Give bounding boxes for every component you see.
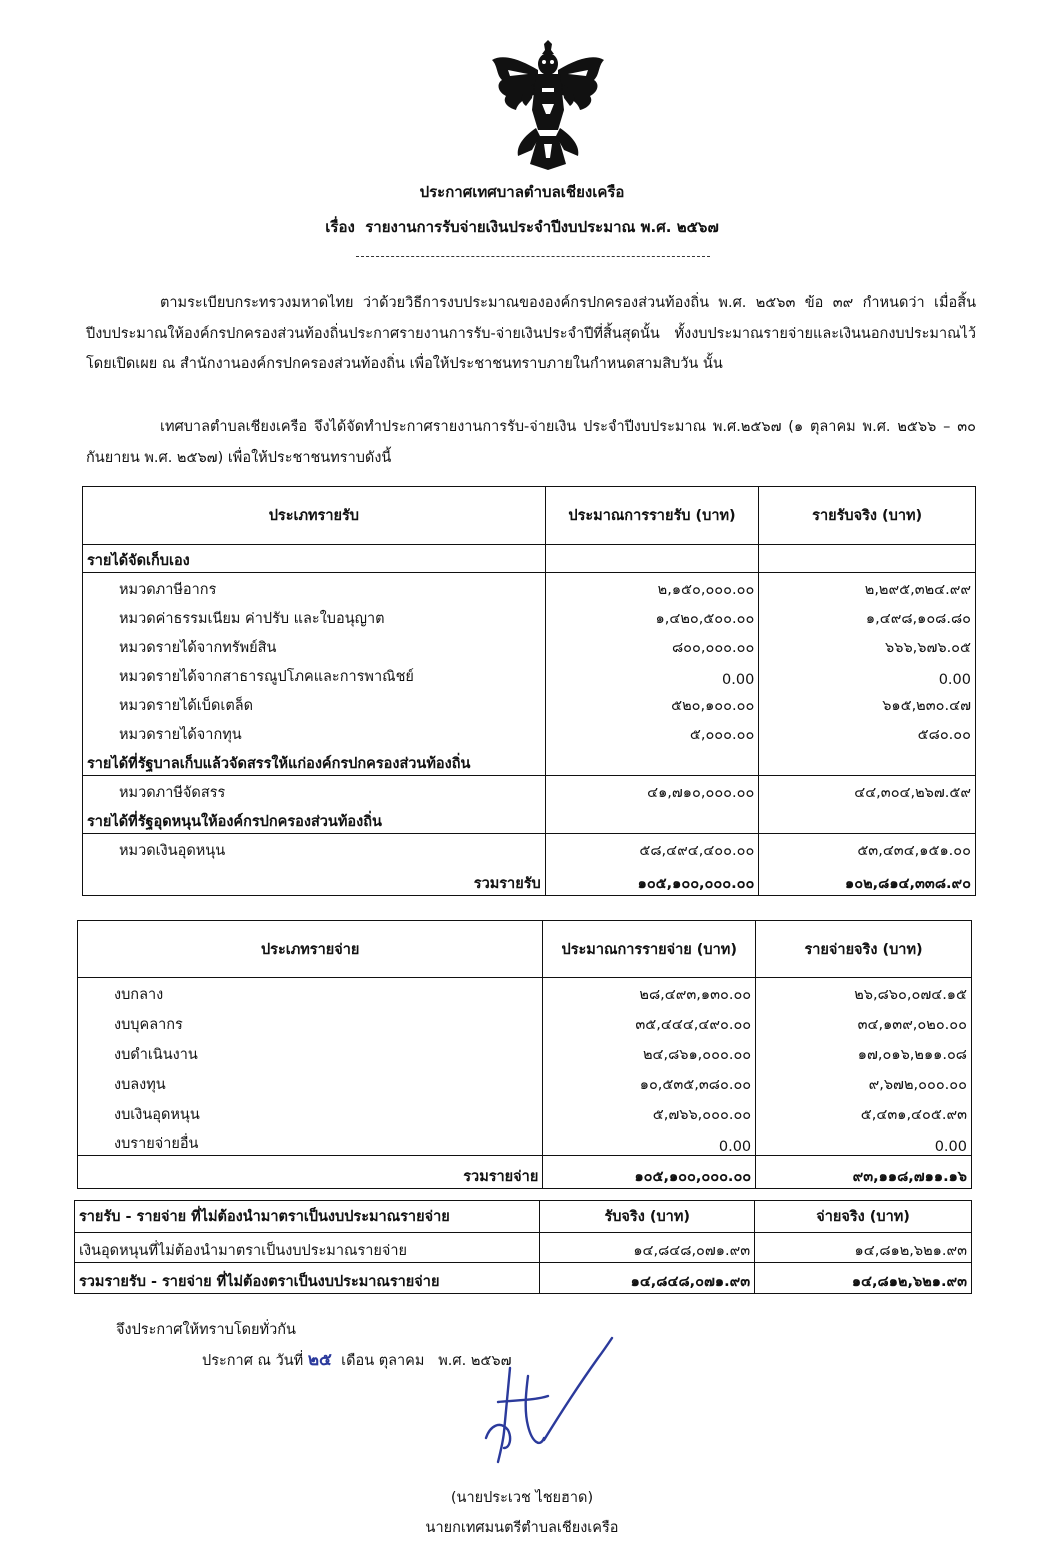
table-row: [78, 1127, 972, 1156]
row-label: หมวดค่าธรรมเนียม ค่าปรับ และใบอนุญาต: [83, 602, 546, 631]
table-row: [83, 602, 976, 631]
non-budget-header-type: รายรับ - รายจ่าย ที่ไม่ต้องนำมาตราเป็นงบประมาณรายจ่าย: [75, 1201, 540, 1233]
row-actual: ๒,๒๙๕,๓๒๔.๙๙: [759, 573, 976, 602]
non-budget-header-paid: จ่ายจริง (บาท): [755, 1201, 972, 1233]
paragraph-1-text: ตามระเบียบกระทรวงมหาดไทย ว่าด้วยวิธีการงบประมาณขององค์กรปกครองส่วนท้องถิ่น พ.ศ. ๒๕๖๓ ข้อ ๓๙ กำหนดว่า เมื่อสิ้นปีงบประมาณให้องค์กรปกครองส่วนท้องถิ่นประกาศรายงานการรับ-จ่ายเงินประจำปีที่สิ้นสุดนั้น ทั้งงบประมาณรายจ่ายและเงินนอกงบประมาณไว้โดยเปิดเผย ณ สำนักงานองค์กรปกครองส่วนท้องถิ่น เพื่อให้ประชาชนทราบภายในกำหนดสามสิบวัน นั้น: [86, 295, 976, 372]
row-estimate: ๕,๐๐๐.๐๐: [545, 718, 759, 747]
row-received: ๑๔,๘๔๘,๐๗๑.๙๓: [540, 1233, 755, 1263]
signer-title: นายกเทศมนตรีตำบลเชียงเครือ: [425, 1520, 619, 1536]
document-title: ประกาศเทศบาลตำบลเชียงเครือ: [419, 183, 625, 201]
subject-text: รายงานการรับจ่ายเงินประจำปีงบประมาณ พ.ศ. ๒๕๖๗: [365, 218, 719, 236]
row-actual: ๕๓,๔๓๔,๑๕๑.๐๐: [759, 834, 976, 863]
expense-total-label: รวมรายจ่าย: [78, 1156, 543, 1189]
revenue-total-label: รวมรายรับ: [83, 863, 546, 896]
row-label: หมวดรายได้จากทุน: [83, 718, 546, 747]
revenue-header-row: [83, 487, 976, 545]
expense-header-actual: รายจ่ายจริง (บาท): [756, 921, 972, 978]
table-row: [83, 834, 976, 863]
table-row: [78, 1097, 972, 1127]
non-budget-table: [74, 1200, 972, 1294]
table-row: [83, 776, 976, 805]
revenue-group-label: รายได้ที่รัฐอุดหนุนให้องค์กรปกครองส่วนท้องถิ่น: [83, 805, 546, 834]
expense-header-type: ประเภทรายจ่าย: [78, 921, 543, 978]
row-actual: ๑๗,๐๑๖,๒๑๑.๐๘: [756, 1037, 972, 1067]
revenue-total-estimate: ๑๐๕,๑๐๐,๐๐๐.๐๐: [545, 863, 759, 896]
date-prefix: ประกาศ ณ วันที่: [202, 1353, 304, 1369]
table-row: [78, 1037, 972, 1067]
row-actual: ๒๖,๘๖๐,๐๗๔.๑๕: [756, 978, 972, 1007]
revenue-header-estimate: ประมาณการรายรับ (บาท): [545, 487, 759, 545]
row-label: เงินอุดหนุนที่ไม่ต้องนำมาตราเป็นงบประมาณรายจ่าย: [75, 1233, 540, 1263]
row-label: งบเงินอุดหนุน: [78, 1097, 543, 1127]
row-actual: 0.00: [756, 1127, 972, 1156]
row-estimate: ๕,๗๖๖,๐๐๐.๐๐: [543, 1097, 756, 1127]
date-month: ตุลาคม: [378, 1353, 425, 1369]
row-label: หมวดรายได้จากทรัพย์สิน: [83, 631, 546, 660]
row-label: งบลงทุน: [78, 1067, 543, 1097]
revenue-table: [82, 486, 976, 896]
revenue-header-actual: รายรับจริง (บาท): [759, 487, 976, 545]
row-label: งบกลาง: [78, 978, 543, 1007]
row-label: งบรายจ่ายอื่น: [78, 1127, 543, 1156]
row-estimate: ๔๑,๗๑๐,๐๐๐.๐๐: [545, 776, 759, 805]
row-actual: 0.00: [759, 660, 976, 689]
revenue-group-label: รายได้ที่รัฐบาลเก็บแล้วจัดสรรให้แก่องค์กรปกครองส่วนท้องถิ่น: [83, 747, 546, 776]
revenue-total-actual: ๑๐๒,๘๑๔,๓๓๘.๙๐: [759, 863, 976, 896]
row-actual: ๙,๖๗๒,๐๐๐.๐๐: [756, 1067, 972, 1097]
table-row: [78, 1067, 972, 1097]
body-paragraph-2: [86, 412, 976, 473]
expense-header-row: [78, 921, 972, 978]
row-paid: ๑๔,๘๑๒,๖๒๑.๙๓: [755, 1233, 972, 1263]
revenue-group-row: [83, 747, 976, 776]
non-budget-total-received: ๑๔,๘๔๘,๐๗๑.๙๓: [540, 1263, 755, 1294]
non-budget-header-row: [75, 1201, 972, 1233]
row-estimate: ๓๕,๔๔๔,๔๙๐.๐๐: [543, 1007, 756, 1037]
non-budget-total-paid: ๑๔,๘๑๒,๖๒๑.๙๓: [755, 1263, 972, 1294]
date-day: ๒๕: [307, 1350, 332, 1370]
expense-total-row: [78, 1156, 972, 1189]
expense-total-actual: ๙๓,๑๑๘,๗๑๑.๑๖: [756, 1156, 972, 1189]
row-estimate: ๕๘,๔๙๔,๔๐๐.๐๐: [545, 834, 759, 863]
title-divider: [356, 256, 710, 257]
row-estimate: ๒,๑๕๐,๐๐๐.๐๐: [545, 573, 759, 602]
row-actual: ๓๔,๑๓๙,๐๒๐.๐๐: [756, 1007, 972, 1037]
document-subject: [0, 215, 1044, 239]
row-actual: ๖๑๕,๒๓๐.๔๗: [759, 689, 976, 718]
date-year: พ.ศ. ๒๕๖๗: [438, 1353, 512, 1369]
row-label: งบบุคลากร: [78, 1007, 543, 1037]
month-prefix: เดือน: [341, 1353, 375, 1369]
paragraph-2-text: เทศบาลตำบลเชียงเครือ จึงได้จัดทำประกาศรายงานการรับ-จ่ายเงิน ประจำปีงบประมาณ พ.ศ.๒๕๖๗ (๑ ตุลาคม พ.ศ. ๒๕๖๖ – ๓๐ กันยายน พ.ศ. ๒๕๖๗) เพื่อให้ประชาชนทราบดังนี้: [86, 419, 976, 466]
row-label: หมวดเงินอุดหนุน: [83, 834, 546, 863]
announce-date: [202, 1346, 511, 1373]
revenue-group-label: รายได้จัดเก็บเอง: [83, 545, 546, 573]
row-actual: ๕,๔๓๑,๔๐๕.๙๓: [756, 1097, 972, 1127]
table-row: [78, 1007, 972, 1037]
revenue-header-type: ประเภทรายรับ: [83, 487, 546, 545]
row-label: หมวดภาษีจัดสรร: [83, 776, 546, 805]
expense-table: [77, 920, 972, 1189]
row-estimate: 0.00: [545, 660, 759, 689]
table-row: [83, 660, 976, 689]
expense-total-estimate: ๑๐๕,๑๐๐,๐๐๐.๐๐: [543, 1156, 756, 1189]
signer-name: (นายประเวช ไชยฮาด): [450, 1490, 594, 1506]
row-label: หมวดภาษีอากร: [83, 573, 546, 602]
row-estimate: ๑๐,๕๓๕,๓๘๐.๐๐: [543, 1067, 756, 1097]
row-estimate: 0.00: [543, 1127, 756, 1156]
row-actual: ๕๘๐.๐๐: [759, 718, 976, 747]
row-estimate: ๒๘,๔๙๓,๑๓๐.๐๐: [543, 978, 756, 1007]
non-budget-total-row: [75, 1263, 972, 1294]
row-actual: ๔๔,๓๐๔,๒๖๗.๕๙: [759, 776, 976, 805]
row-actual: ๑,๔๙๘,๑๐๘.๘๐: [759, 602, 976, 631]
garuda-emblem-icon: [488, 40, 608, 170]
row-estimate: ๕๒๐,๑๐๐.๐๐: [545, 689, 759, 718]
row-estimate: ๒๔,๘๖๑,๐๐๐.๐๐: [543, 1037, 756, 1067]
row-label: หมวดรายได้จากสาธารณูปโภคและการพาณิชย์: [83, 660, 546, 689]
row-label: หมวดรายได้เบ็ดเตล็ด: [83, 689, 546, 718]
row-label: งบดำเนินงาน: [78, 1037, 543, 1067]
row-estimate: ๘๐๐,๐๐๐.๐๐: [545, 631, 759, 660]
non-budget-total-label: รวมรายรับ - รายจ่าย ที่ไม่ต้องตราเป็นงบประมาณรายจ่าย: [75, 1263, 540, 1294]
announce-text: จึงประกาศให้ทราบโดยทั่วกัน: [116, 1322, 296, 1338]
subject-prefix: เรื่อง: [325, 218, 355, 236]
revenue-total-row: [83, 863, 976, 896]
revenue-group-row: [83, 545, 976, 573]
table-row: [83, 573, 976, 602]
table-row: [78, 978, 972, 1007]
table-row: [83, 689, 976, 718]
expense-header-estimate: ประมาณการรายจ่าย (บาท): [543, 921, 756, 978]
non-budget-header-received: รับจริง (บาท): [540, 1201, 755, 1233]
table-row: [75, 1233, 972, 1263]
table-row: [83, 718, 976, 747]
row-estimate: ๑,๔๒๐,๕๐๐.๐๐: [545, 602, 759, 631]
signature-icon: [470, 1330, 630, 1470]
table-row: [83, 631, 976, 660]
row-actual: ๖๖๖,๖๗๖.๐๕: [759, 631, 976, 660]
revenue-group-row: [83, 805, 976, 834]
body-paragraph-1: [86, 288, 976, 380]
